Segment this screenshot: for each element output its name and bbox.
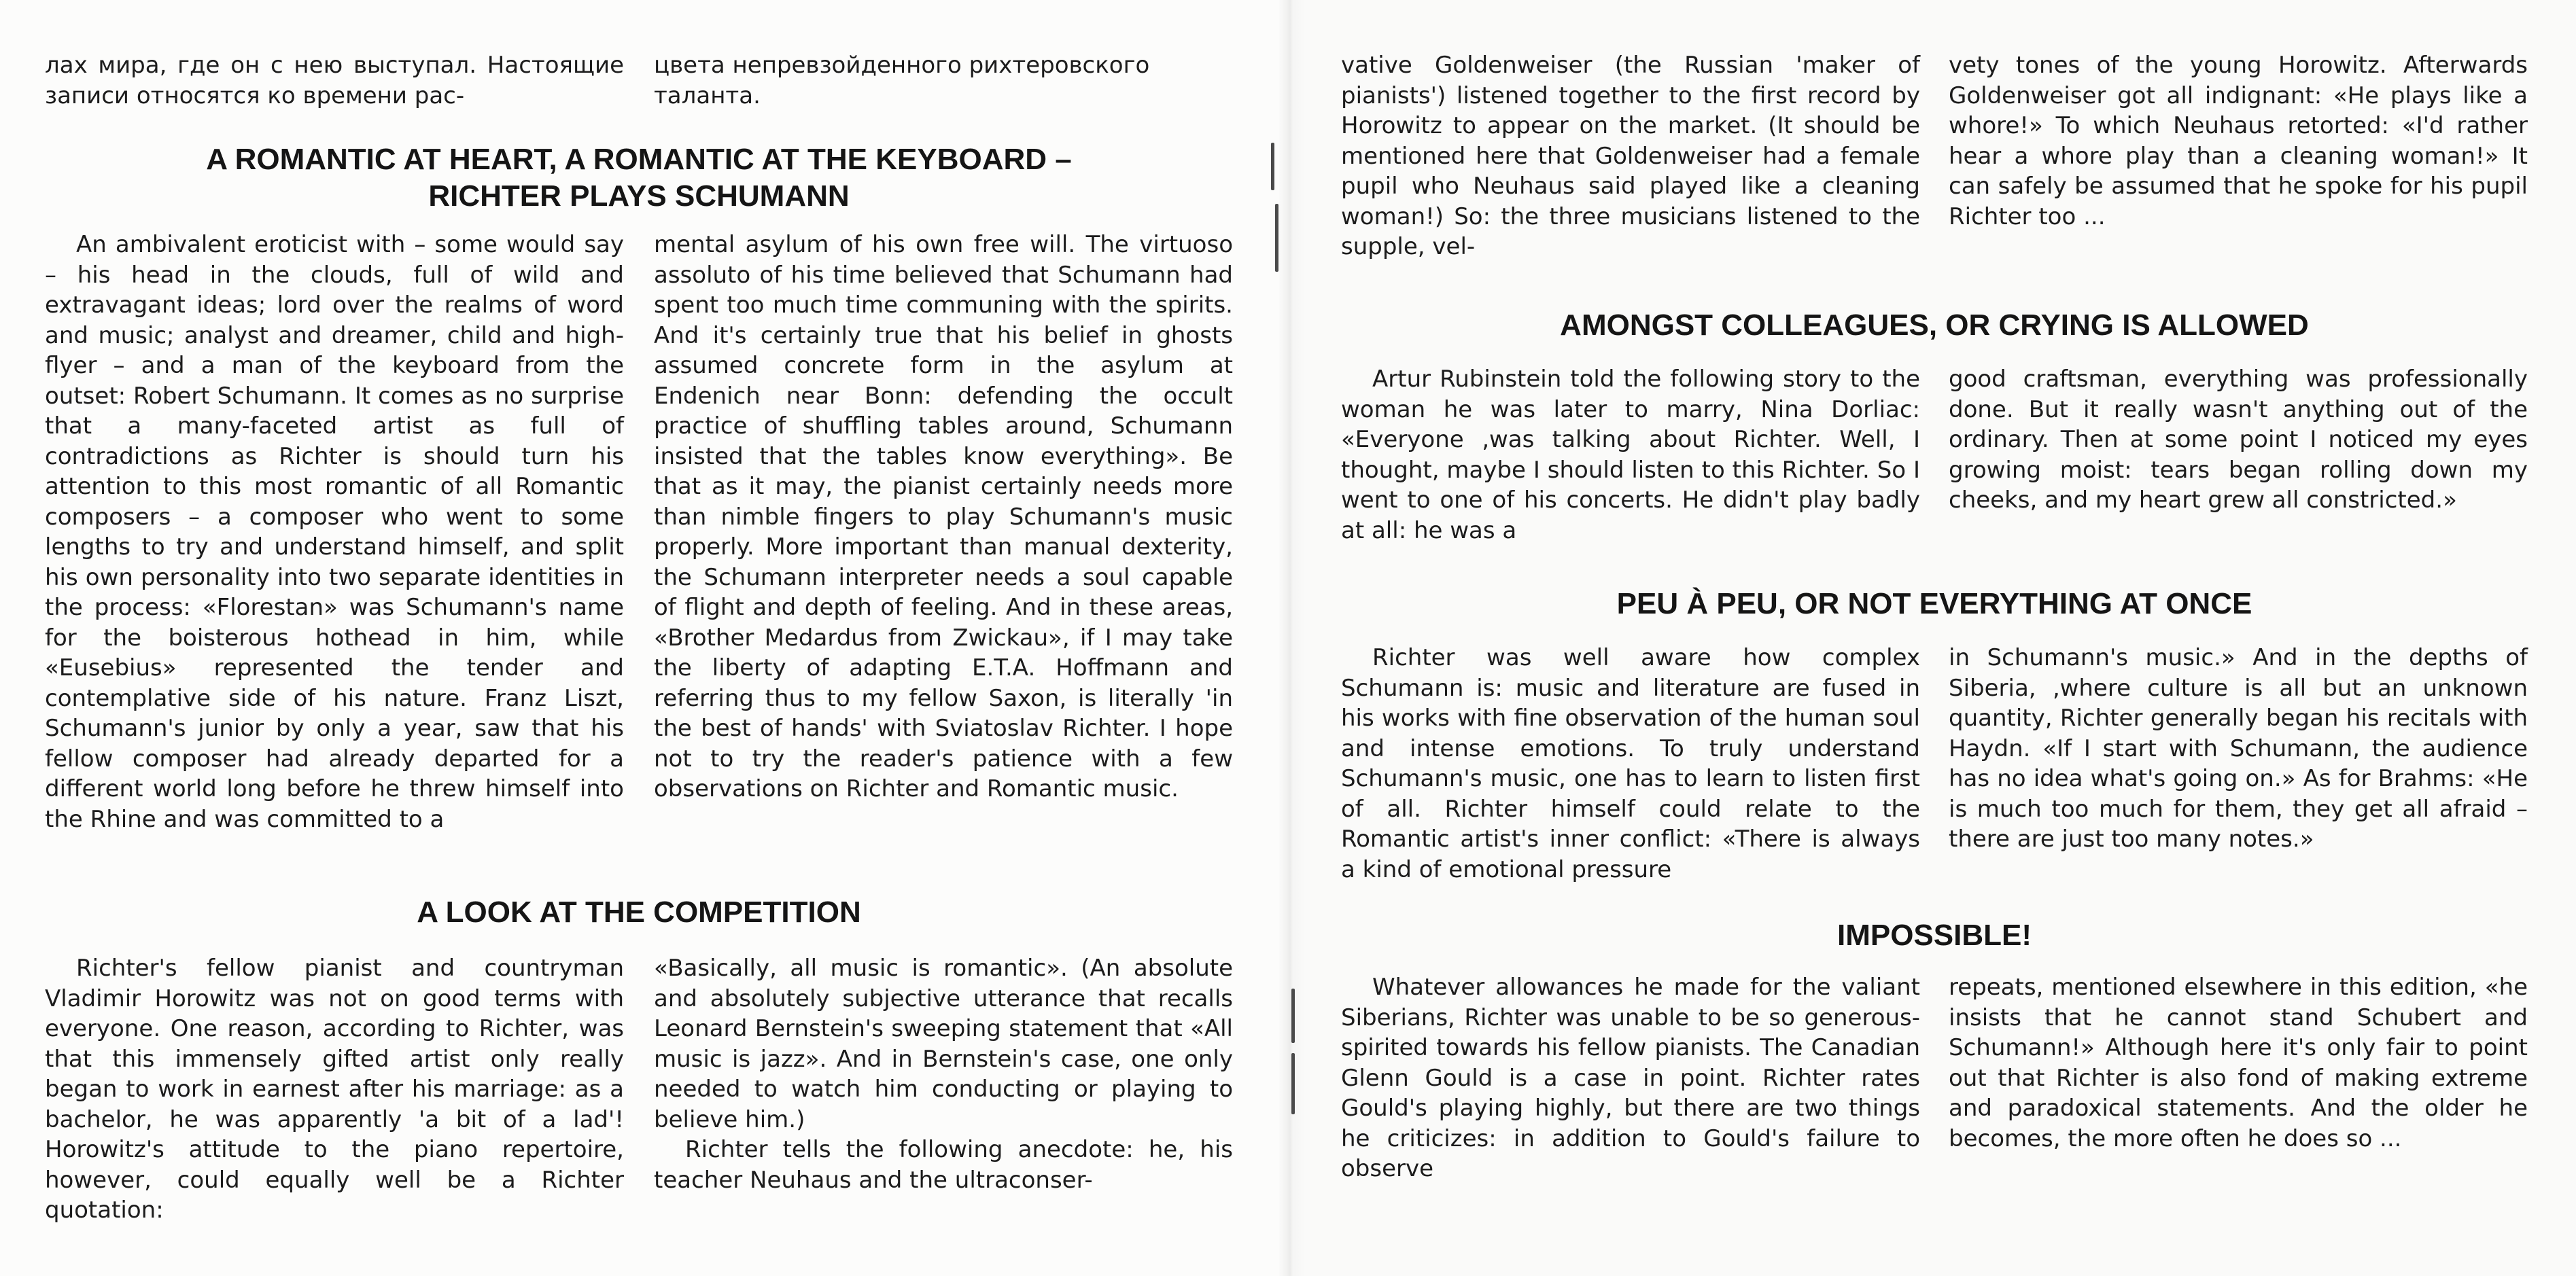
section-heading-line-1: A ROMANTIC AT HEART, A ROMANTIC AT THE KEYBOARD – [206, 143, 1072, 176]
impossible-column-2: repeats, mentioned elsewhere in this edition, «he insists that he cannot stand Schubert and Schumann!» Although here it's only fair to point out that Richter is also fond of making extreme and paradoxical statements. And the older he becomes, the more often he does so ... [1949, 974, 2528, 1152]
section-heading-line-2: RICHTER PLAYS SCHUMANN [428, 179, 850, 213]
continued-column-1: vative Goldenweiser (the Russian 'maker of pianists') listened together to the first record by Horowitz to appear on the market. (It should be mentioned here that Goldenweiser had a female pupil who Neuhaus said played like a cleaning woman!) So: the three musicians listened to the supple, vel- [1341, 52, 1920, 260]
scan-mark-1 [1271, 143, 1274, 190]
intro-column-2: цвета непревзойденного рихтеровского таланта. [654, 52, 1150, 109]
right-page [1288, 0, 2576, 1276]
romantic-column-1: An ambivalent eroticist with – some would say – his head in the clouds, full of wild and extravagant ideas; lord over the realms of word and music; analyst and dreamer, child and high-flyer – and a man of the keyboard from the outset: Robert Schumann. It comes as no surprise that a many-faceted artist as full of contradictions as Richter is should turn his attention to this most romantic of all Romantic composers – a composer who went to some lengths to try and understand himself, and split his own personality into two separate identities in the process: «Florestan» was Schumann's name for the boisterous hothead in him, while «Eusebius» represented the tender and contemplative side of his nature. Franz Liszt, Schumann's junior by only a year, saw that his fellow composer had already departed for a different world long before he threw himself into the Rhine and was committed to a [45, 231, 624, 833]
competition-column-2: «Basically, all music is romantic». (An absolute and absolutely subjective utterance that recalls Leonard Bernstein's sweeping statement that «All music is jazz». And in Bernstein's case, one only needed to watch him conducting or playing to believe him.) Richter tells the following anecdote: he, his teacher Neuhaus and the ultraconser- [654, 955, 1233, 1194]
section-heading-peu-a-peu: PEU À PEU, OR NOT EVERYTHING AT ONCE [1616, 587, 2252, 620]
scan-mark-3 [1291, 989, 1295, 1043]
section-heading-colleagues: AMONGST COLLEAGUES, OR CRYING IS ALLOWED [1560, 308, 2309, 342]
scan-mark-2 [1275, 204, 1278, 272]
section-heading-romantic [45, 141, 1233, 215]
impossible-column-1: Whatever allowances he made for the valiant Siberians, Richter was unable to be so generous-spirited towards his fellow pianists. The Canadian Glenn Gould is a case in point. Richter rates Gould's playing highly, but there are two things he criticizes: in addition to Gould's failure to observe [1341, 974, 1920, 1182]
continued-column-2: vety tones of the young Horowitz. Afterwards Goldenweiser got all indignant: «He plays like a whore!» To which Neuhaus retorted: «I'd rather hear a whore play than a cleaning woman!» It can safely be assumed that he spoke for his pupil Richter too ... [1949, 52, 2528, 230]
colleagues-column-1: Artur Rubinstein told the following story to the woman he was later to marry, Nina Dorliac: «Everyone ‚was talking about Richter. Well, I thought, maybe I should listen to this Richter. So I went to one of his concerts. He didn't play badly at all: he was a [1341, 366, 1920, 544]
scan-mark-4 [1291, 1053, 1295, 1114]
section-heading-impossible: IMPOSSIBLE! [1837, 919, 2032, 952]
intro-column-1: лах мира, где он с нею выступал. Настоящие записи относятся ко времени рас- [45, 52, 624, 109]
colleagues-column-2: good craftsman, everything was professionally done. But it really wasn't anything out of the ordinary. Then at some point I noticed my eyes growing moist: tears began rolling down my cheeks, and my heart grew all constricted.» [1949, 366, 2528, 514]
section-heading-competition: A LOOK AT THE COMPETITION [417, 896, 861, 929]
romantic-column-2: mental asylum of his own free will. The virtuoso assoluto of his time believed that Schumann had spent too much time communing with the spirits. And it's certainly true that his belief in ghosts assumed concrete form in the asylum at Endenich near Bonn: defending the occult practice of shuffling tables around, Schumann insisted that the tables know everything». Be that as it may, the pianist certainly needs more than nimble fingers to play Schumann's music properly. More important than manual dexterity, the Schumann interpreter needs a soul capable of flight and depth of feeling. And in these areas, «Brother Medardus from Zwickau», if I may take the liberty of adapting E.T.A. Hoffmann and referring thus to my fellow Saxon, is literally 'in the best of hands' with Sviatoslav Richter. I hope not to try the reader's patience with a few observations on Richter and Romantic music. [654, 231, 1233, 802]
competition-column-1: Richter's fellow pianist and countryman Vladimir Horowitz was not on good terms with everyone. One reason, according to Richter, was that this immensely gifted artist only really began to work in earnest after his marriage: as a bachelor, he was apparently 'a bit of a lad'! Horowitz's attitude to the piano repertoire, however, could equally well be a Richter quotation: [45, 955, 624, 1224]
peu-a-peu-column-1: Richter was well aware how complex Schumann is: music and literature are fused in his works with fine observation of the human soul and intense emotions. To truly understand Schumann's music, one has to learn to listen first of all. Richter himself could relate to the Romantic artist's inner conflict: «There is always a kind of emotional pressure [1341, 644, 1920, 883]
peu-a-peu-column-2: in Schumann's music.» And in the depths of Siberia, ‚where culture is all but an unknown quantity, Richter generally began his recitals with Haydn. «If I start with Schumann, the audience has no idea what's going on.» As for Brahms: «He is much too much for them, they get all afraid – there are just too many notes.» [1949, 644, 2528, 853]
